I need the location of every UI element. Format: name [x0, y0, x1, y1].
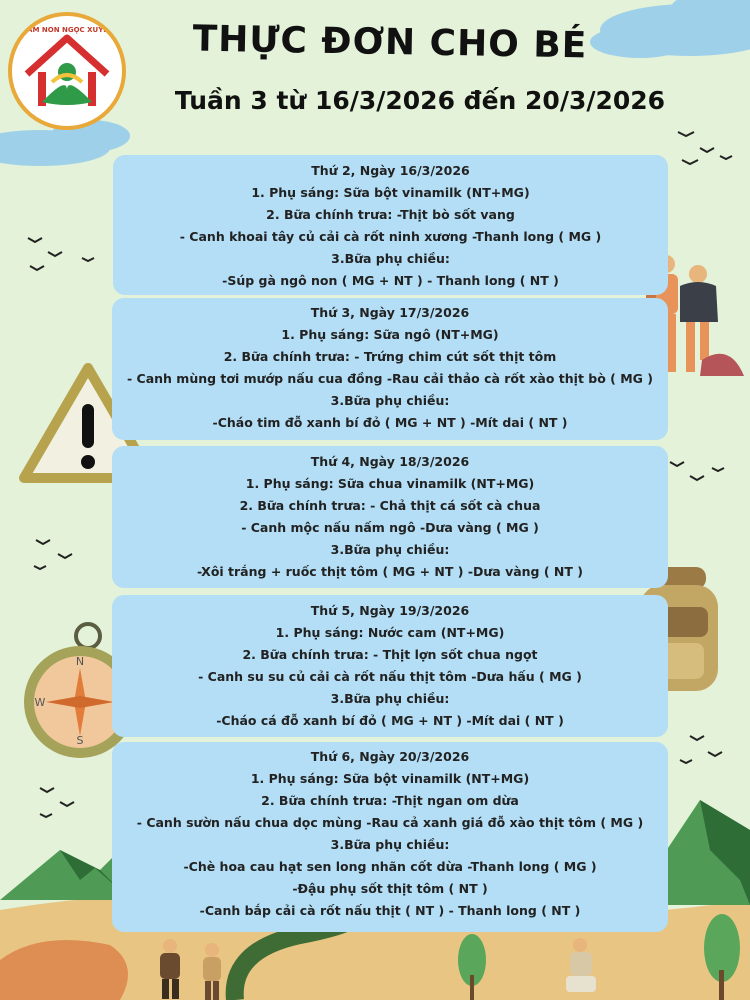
afternoon-snack-heading: 3.Bữa phụ chiều:	[330, 393, 450, 408]
afternoon-snack-line: -Đậu phụ sốt thịt tôm ( NT )	[292, 881, 488, 896]
afternoon-snack-line: -Chè hoa cau hạt sen long nhãn cốt dừa -Thanh long ( MG )	[183, 859, 597, 874]
day-heading: Thứ 5, Ngày 19/3/2026	[310, 603, 470, 618]
cloud-top-right	[590, 0, 750, 58]
menu-card-tuesday	[112, 298, 668, 440]
school-house-icon	[12, 16, 122, 126]
day-heading: Thứ 6, Ngày 20/3/2026	[310, 749, 470, 764]
lunch-detail-line: - Canh mùng tơi mướp nấu cua đồng -Rau cải thảo cà rốt xào thịt bò ( MG )	[127, 371, 653, 386]
afternoon-snack-heading: 3.Bữa phụ chiều:	[330, 542, 450, 557]
day-heading: Thứ 3, Ngày 17/3/2026	[310, 305, 470, 320]
lunch-detail-line: - Canh mộc nấu nấm ngô -Dưa vàng ( MG )	[241, 520, 539, 535]
menu-card-friday	[112, 742, 668, 932]
compass-letter-n: N	[75, 655, 85, 668]
page-title: THỰC ĐƠN CHO BÉ	[192, 18, 588, 67]
compass-letter-s: S	[76, 734, 84, 747]
school-logo-text: MẦM NON NGỌC XUYÊN	[20, 26, 114, 34]
lunch-detail-line: - Canh su su củ cải cà rốt nấu thịt tôm -Dưa hấu ( MG )	[198, 669, 582, 684]
lunch-line: 2. Bữa chính trưa: -Thịt ngan om dừa	[261, 793, 519, 808]
day-heading: Thứ 2, Ngày 16/3/2026	[311, 163, 470, 178]
afternoon-snack-line: -Canh bắp cải cà rốt nấu thịt ( NT ) - Thanh long ( NT )	[199, 903, 581, 918]
lunch-line: 2. Bữa chính trưa: - Chả thịt cá sốt cà chua	[239, 498, 541, 513]
breakfast-line: 1. Phụ sáng: Sữa bột vinamilk (NT+MG)	[250, 771, 530, 786]
afternoon-snack-heading: 3.Bữa phụ chiều:	[330, 691, 450, 706]
afternoon-snack-line: -Cháo tim đỗ xanh bí đỏ ( MG + NT ) -Mít dai ( NT )	[212, 415, 568, 430]
breakfast-line: 1. Phụ sáng: Nước cam (NT+MG)	[275, 625, 505, 640]
afternoon-snack-line: -Cháo cá đỗ xanh bí đỏ ( MG + NT ) -Mít dai ( NT )	[216, 713, 564, 728]
lunch-detail-line: - Canh sườn nấu chua dọc mùng -Rau cả xanh giá đỗ xào thịt tôm ( MG )	[136, 815, 644, 830]
afternoon-snack-heading: 3.Bữa phụ chiều:	[331, 251, 450, 266]
lunch-detail-line: - Canh khoai tây củ cải cà rốt ninh xương -Thanh long ( MG )	[179, 229, 602, 244]
lunch-line: 2. Bữa chính trưa: - Trứng chim cút sốt thịt tôm	[223, 349, 557, 364]
breakfast-line: 1. Phụ sáng: Sữa chua vinamilk (NT+MG)	[245, 476, 535, 491]
lunch-line: 2. Bữa chính trưa: - Thịt lợn sốt chua ngọt	[242, 647, 538, 662]
lunch-line: 2. Bữa chính trưa: -Thịt bò sốt vang	[266, 207, 515, 222]
menu-card-monday	[113, 155, 668, 295]
afternoon-snack-line: -Xôi trắng + ruốc thịt tôm ( MG + NT ) -Dưa vàng ( NT )	[197, 564, 583, 579]
menu-card-wednesday	[112, 446, 668, 588]
day-heading: Thứ 4, Ngày 18/3/2026	[310, 454, 470, 469]
school-logo	[8, 12, 126, 130]
orange-rock	[0, 940, 128, 1000]
page-subtitle: Tuần 3 từ 16/3/2026 đến 20/3/2026	[174, 86, 666, 115]
menu-card-thursday	[112, 595, 668, 737]
afternoon-snack-line: -Súp gà ngô non ( MG + NT ) - Thanh long ( NT )	[222, 273, 559, 288]
breakfast-line: 1. Phụ sáng: Sữa ngô (NT+MG)	[281, 327, 499, 342]
afternoon-snack-heading: 3.Bữa phụ chiều:	[330, 837, 450, 852]
compass-letter-w: W	[34, 696, 46, 709]
breakfast-line: 1. Phụ sáng: Sữa bột vinamilk (NT+MG)	[251, 185, 530, 200]
